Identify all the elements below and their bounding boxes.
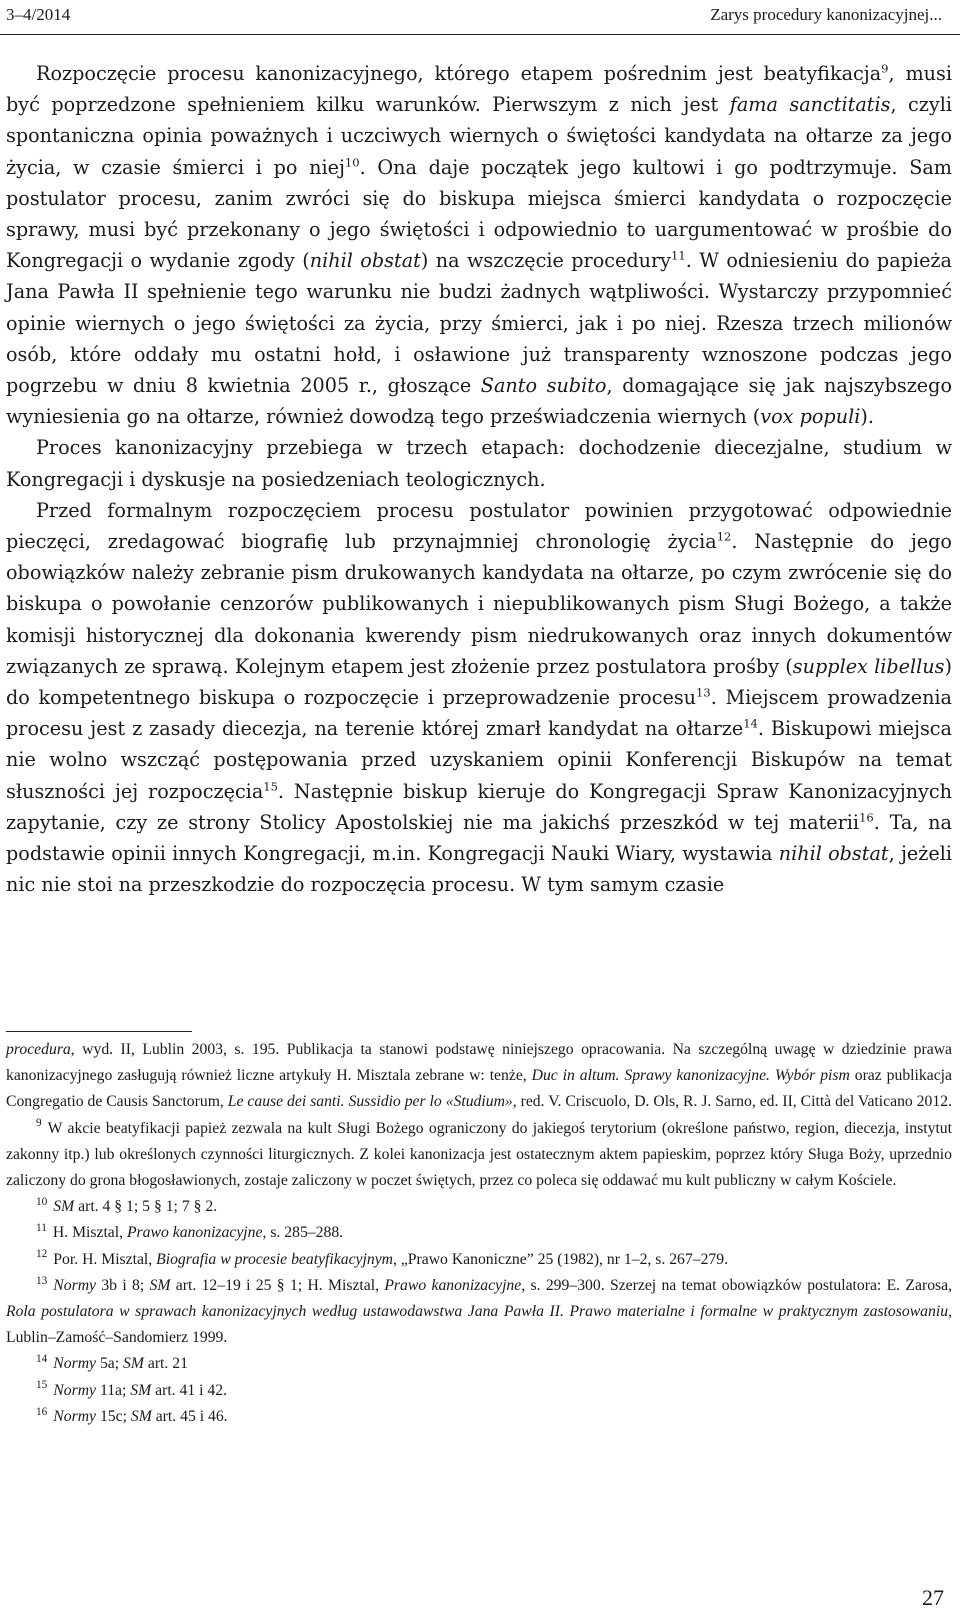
footnote — [6, 1273, 952, 1352]
paragraph — [6, 432, 952, 494]
italic-text: vox populi — [760, 405, 861, 429]
issue-label: 3–4/2014 — [6, 5, 71, 24]
footnote-number: 16 — [36, 1405, 48, 1418]
text-run: H. Misztal, — [52, 1224, 127, 1242]
text-run: . Ta, na podstawie opinii innych Kongregacji, m.in. Kongregacji Nauki Wiary, wystawia — [6, 810, 952, 866]
italic-text: SM — [53, 1198, 75, 1216]
running-header — [0, 0, 960, 35]
page-number: 27 — [922, 1585, 944, 1610]
footnote-number: 10 — [36, 1195, 48, 1208]
text-run: oraz publikacja Congregatio de Causis Sanctorum, — [6, 1067, 952, 1111]
text-run: . Ona daje początek jego kultowi i go podtrzymuje. Sam postulator procesu, zanim zwróci się do biskupa miejsca śmierci kandydata o rozpoczęcie sprawy, musi być przekonany o jego świętości i odpowiednio to uargumentować w prośbie do Kongregacji o wydanie zgody ( — [6, 155, 952, 273]
text-run: art. 45 i 46. — [151, 1407, 228, 1425]
text-run: , wyd. II, Lublin 2003, s. 195. Publikacja ta stanowi podstawę niniejszego opracowania. Na szczególną uwagę w dziedzinie prawa kanonizacyjnego zasługują również liczne artykuły H. Misztala zebrane w: tenże, — [6, 1041, 952, 1085]
italic-text: procedura — [6, 1041, 71, 1058]
italic-text: Le cause dei santi. Sussidio per lo «Studium» — [227, 1093, 513, 1111]
footnote — [6, 1378, 952, 1404]
text-run: . Biskupowi miejsca nie wolno wszcząć postępowania przed uzyskaniem opinii Konferencji Biskupów na temat słuszności jej rozpoczęcia — [6, 717, 952, 803]
text-run: ). — [860, 405, 874, 429]
italic-text: supplex libellus — [792, 654, 945, 678]
footnote-number: 13 — [36, 1274, 48, 1287]
italic-text: SM — [149, 1276, 171, 1294]
text-run: , red. V. Criscuolo, D. Ols, R. J. Sarno, ed. II, Città del Vaticano 2012. — [512, 1093, 952, 1111]
footnote-ref: 10 — [344, 155, 360, 170]
footnote-ref: 12 — [716, 529, 732, 544]
footnote — [6, 1037, 952, 1116]
text-run: art. 12–19 i 25 § 1; H. Misztal, — [170, 1276, 385, 1294]
footnote-number: 11 — [36, 1222, 47, 1235]
text-run: ) na wszczęcie procedury — [420, 249, 672, 273]
text-run: , musi być poprzedzone spełnieniem kilku warunków. Pierwszym z nich jest — [6, 62, 952, 117]
text-run: . W odniesieniu do papieża Jana Pawła II spełnienie tego warunku nie budzi żadnych wątpliwości. Wystarczy przypomnieć opinie wiernych o jego świętości za życia, przy śmierci, jak i po niej. Rzesza trzech milionów osób, które oddały mu ostatni hołd, i osławione już transparenty wznoszone podczas jego pogrzebu w dniu 8 kwietnia 2005 r., głoszące — [6, 249, 952, 398]
footnote — [6, 1404, 952, 1430]
italic-text: Biografia w procesie beatyfikacyjnym — [156, 1250, 393, 1268]
footnote-number: 14 — [36, 1353, 48, 1366]
paragraph — [6, 58, 952, 432]
italic-text: Normy — [53, 1355, 97, 1373]
footnote — [6, 1116, 952, 1195]
text-run: . Miejscem prowadzenia procesu jest z zasady diecezja, na terenie której zmarł kandydat na ołtarze — [6, 686, 953, 741]
footnote-ref: 9 — [881, 61, 889, 76]
text-run: art. 41 i 42. — [151, 1381, 228, 1399]
italic-text: Rola postulatora w sprawach kanonizacyjnych według ustawodawstwa Jana Pawła II. Prawo materialne i formalne w praktycznym zastosowaniu — [6, 1303, 949, 1321]
main-text — [6, 58, 952, 900]
italic-text: Duc in altum. Sprawy kanonizacyjne. Wybór pism — [531, 1067, 850, 1085]
footnote — [6, 1220, 952, 1246]
paragraph — [6, 495, 952, 901]
italic-text: Normy — [53, 1381, 97, 1399]
text-run: , domagające się jak najszybszego wyniesienia go na ołtarze, również dowodzą tego przeświadczenia wiernych ( — [6, 374, 952, 429]
text-run: . Następnie biskup kieruje do Kongregacji Spraw Kanonizacyjnych zapytanie, czy ze strony Stolicy Apostolskiej nie ma jakichś przeszkód w tej materii — [6, 779, 952, 834]
italic-text: nihil obstat — [778, 842, 889, 866]
italic-text: nihil obstat — [309, 249, 421, 273]
text-run: , s. 299–300. Szerzej na temat obowiązków postulatora: E. Zarosa, — [521, 1276, 953, 1294]
text-run: Przed formalnym rozpoczęciem procesu postulator powinien przygotować odpowiednie pieczęci, zredagować biografię lub przynajmniej chronologię życia — [6, 498, 952, 554]
footnote — [6, 1194, 952, 1220]
text-run: Por. H. Misztal, — [53, 1250, 157, 1268]
text-run: , Lublin–Zamość–Sandomierz 1999. — [6, 1303, 952, 1347]
text-run: 5a; — [96, 1355, 124, 1373]
italic-text: Normy — [53, 1276, 97, 1294]
running-title: Zarys procedury kanonizacyjnej... — [710, 5, 942, 24]
footnote-number: 12 — [36, 1248, 48, 1261]
footnote-ref: 14 — [743, 716, 758, 731]
italic-text: SM — [130, 1381, 152, 1399]
text-run: 3b i 8; — [96, 1276, 150, 1294]
footnote-ref: 13 — [696, 685, 711, 700]
italic-text: Santo subito — [480, 374, 607, 398]
italic-text: fama sanctitatis — [729, 93, 891, 117]
text-run: ) do kompetentnego biskupa o rozpoczęcie i przeprowadzenie procesu — [6, 654, 953, 710]
text-run: art. 21 — [143, 1355, 188, 1373]
text-run: , czyli spontaniczna opinia poważnych i uczciwych wiernych o świętości kandydata na ołtarze za jego życia, w czasie śmierci i po niej — [6, 93, 953, 179]
italic-text: Prawo kanonizacyjne — [126, 1224, 263, 1242]
text-run: , s. 285–288. — [262, 1224, 344, 1242]
italic-text: Normy — [53, 1407, 97, 1425]
footnote-ref: 11 — [671, 248, 686, 263]
footnote-number: 15 — [36, 1379, 48, 1392]
footnote-separator — [6, 1031, 192, 1032]
footnote — [6, 1351, 952, 1377]
text-run: 15c; — [96, 1407, 131, 1425]
text-run: art. 4 § 1; 5 § 1; 7 § 2. — [74, 1198, 218, 1216]
footnote-number: 9 — [36, 1117, 42, 1130]
text-run: Rozpoczęcie procesu kanonizacyjnego, którego etapem pośrednim jest beatyfikacja — [36, 62, 882, 85]
text-run: W akcie beatyfikacji papież zezwala na kult Sługi Bożego ograniczony do jakiegoś terytorium (określone państwo, region, diecezja, instytut zakonny itp.) lub określonych czynności liturgicznych. Z kolei kanonizacja jest ostatecznym aktem papieskim, poprzez który Sługa Boży, uprzednio zaliczony do grona błogosławionych, zostaje zaliczony w poczet świętych, przez co poleca się oddawać mu kult publiczny w całym Kościele. — [6, 1119, 952, 1190]
text-run: , „Prawo Kanoniczne” 25 (1982), nr 1–2, s. 267–279. — [393, 1250, 729, 1268]
text-run: , jeżeli nic nie stoi na przeszkodzie do rozpoczęcia procesu. W tym samym czasie — [6, 842, 952, 897]
footnote-ref: 15 — [263, 779, 278, 794]
italic-text: SM — [123, 1355, 144, 1373]
text-run: 11a; — [96, 1381, 131, 1399]
footnote — [6, 1247, 952, 1273]
footnotes — [6, 1037, 952, 1430]
text-run: Proces kanonizacyjny przebiega w trzech etapach: dochodzenie diecezjalne, studium w Kongregacji i dyskusje na posiedzeniach teologicznych. — [6, 436, 952, 491]
italic-text: SM — [130, 1407, 152, 1425]
italic-text: Prawo kanonizacyjne — [384, 1276, 522, 1294]
text-run: . Następnie do jego obowiązków należy zebranie pism drukowanych kandydata na ołtarze, po czym zwrócenie się do biskupa o powołanie cenzorów publikowanych i niepublikowanych pism Sługi Bożego, a także komisji historycznej dla dokonania kwerendy pism niedrukowanych oraz innych dokumentów związanych ze sprawą. Kolejnym etapem jest złożenie przez postulatora prośby ( — [6, 530, 952, 678]
footnote-ref: 16 — [859, 810, 874, 825]
